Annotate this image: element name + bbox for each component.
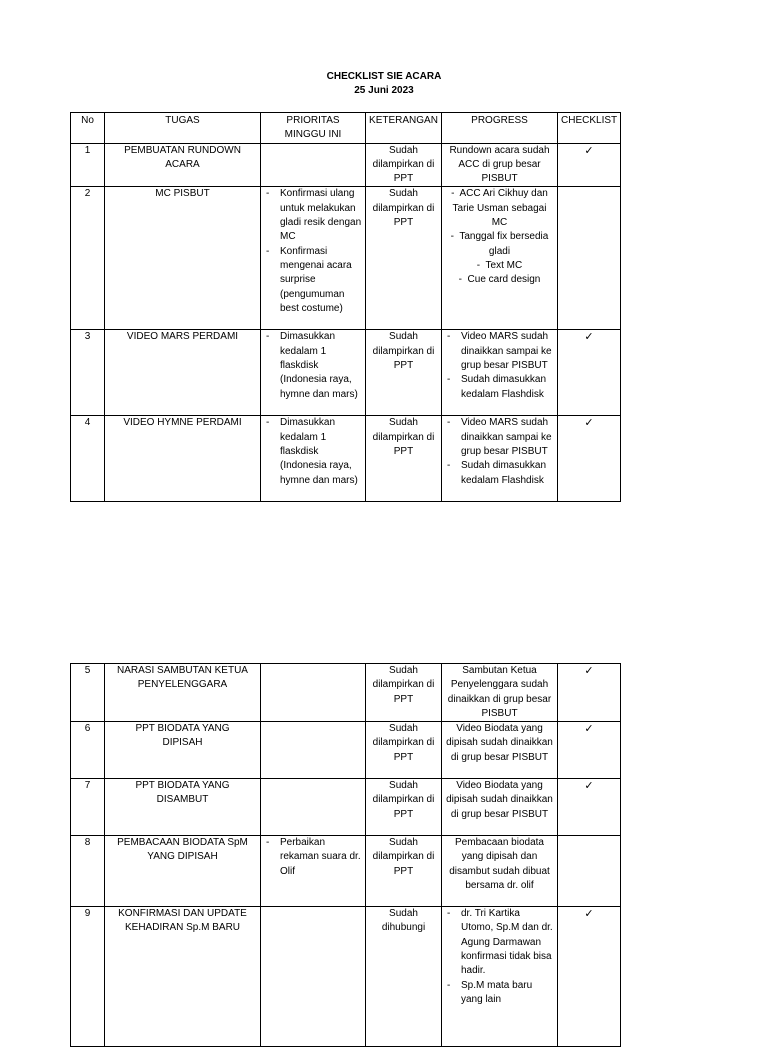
check-mark-icon: ✓	[584, 331, 594, 344]
checklist-cell	[558, 722, 621, 779]
row-number: 1	[71, 143, 105, 187]
document-title: CHECKLIST SIE ACARA	[326, 71, 442, 82]
priority-item: - Konfirmasi ulang untuk melakukan gladi resik dengan MC	[264, 187, 362, 244]
note-cell: Sudah dilampirkan di PPT	[366, 416, 442, 502]
task-cell: KONFIRMASI DAN UPDATE KEHADIRAN Sp.M BARU	[105, 907, 261, 1047]
priority-cell	[261, 664, 366, 722]
priority-item: - Dimasukkan kedalam 1 flaskdisk (Indonesia raya, hymne dan mars)	[264, 416, 362, 487]
checklist-cell	[558, 143, 621, 187]
row-number: 9	[71, 907, 105, 1047]
priority-cell	[261, 836, 366, 907]
progress-cell	[442, 416, 558, 502]
priority-cell	[261, 143, 366, 187]
progress-text: Video Biodata yang dipisah sudah dinaikkan di grup besar PISBUT	[446, 780, 553, 820]
document-date: 25 Juni 2023	[354, 85, 414, 96]
task-cell: VIDEO HYMNE PERDAMI	[105, 416, 261, 502]
header-progress: PROGRESS	[442, 113, 558, 144]
check-mark-icon: ✓	[584, 908, 594, 921]
table-row	[71, 722, 621, 779]
progress-text: Rundown acara sudah ACC di grup besar PISBUT	[449, 144, 550, 185]
priority-cell	[261, 722, 366, 779]
check-mark-icon: ✓	[584, 417, 594, 430]
table-row	[71, 907, 621, 1047]
task-cell: NARASI SAMBUTAN KETUA PENYELENGGARA	[105, 664, 261, 722]
progress-item: - Sp.M mata baru yang lain	[445, 979, 554, 1008]
header-keterangan: KETERANGAN	[366, 113, 442, 144]
task-cell: PEMBUATAN RUNDOWN ACARA	[105, 143, 261, 187]
table-row	[71, 416, 621, 502]
check-mark-icon: ✓	[584, 723, 594, 736]
progress-cell	[442, 330, 558, 416]
progress-item: - Sudah dimasukkan kedalam Flashdisk	[445, 373, 554, 402]
table-row	[71, 330, 621, 416]
priority-cell	[261, 187, 366, 330]
header-tugas: TUGAS	[105, 113, 261, 144]
priority-cell	[261, 416, 366, 502]
checklist-table-page-1	[70, 112, 621, 502]
note-cell: Sudah dilampirkan di PPT	[366, 836, 442, 907]
progress-cell	[442, 187, 558, 330]
row-number: 4	[71, 416, 105, 502]
progress-item: - Video MARS sudah dinaikkan sampai ke grup besar PISBUT	[445, 416, 554, 459]
checklist-cell	[558, 187, 621, 330]
progress-cell	[442, 143, 558, 187]
note-cell: Sudah dilampirkan di PPT	[366, 143, 442, 187]
note-cell: Sudah dihubungi	[366, 907, 442, 1047]
priority-item: - Konfirmasi mengenai acara surprise (pengumuman best costume)	[264, 245, 362, 316]
priority-cell	[261, 907, 366, 1047]
priority-cell	[261, 330, 366, 416]
progress-item: - Tanggal fix bersedia gladi	[445, 230, 554, 259]
progress-cell	[442, 664, 558, 722]
task-cell: MC PISBUT	[105, 187, 261, 330]
table-row	[71, 143, 621, 187]
check-mark-icon: ✓	[584, 144, 594, 157]
priority-item: - Perbaikan rekaman suara dr. Olif	[264, 836, 362, 879]
note-cell: Sudah dilampirkan di PPT	[366, 330, 442, 416]
table-row	[71, 664, 621, 722]
task-cell: PEMBACAAN BIODATA SpM YANG DIPISAH	[105, 836, 261, 907]
checklist-cell	[558, 416, 621, 502]
task-cell: VIDEO MARS PERDAMI	[105, 330, 261, 416]
progress-item: - ACC Ari Cikhuy dan Tarie Usman sebagai MC	[445, 187, 554, 230]
row-number: 7	[71, 779, 105, 836]
check-mark-icon: ✓	[584, 780, 594, 793]
progress-cell	[442, 836, 558, 907]
header-checklist: CHECKLIST	[558, 113, 621, 144]
priority-item: - Dimasukkan kedalam 1 flaskdisk (Indonesia raya, hymne dan mars)	[264, 330, 362, 401]
progress-cell	[442, 779, 558, 836]
priority-cell	[261, 779, 366, 836]
note-cell: Sudah dilampirkan di PPT	[366, 664, 442, 722]
header-prioritas: PRIORITAS MINGGU INI	[261, 113, 366, 144]
table-row	[71, 779, 621, 836]
table-row	[71, 187, 621, 330]
checklist-cell	[558, 779, 621, 836]
table-row	[71, 836, 621, 907]
progress-item: - Video MARS sudah dinaikkan sampai ke grup besar PISBUT	[445, 330, 554, 373]
checklist-cell	[558, 836, 621, 907]
progress-cell	[442, 907, 558, 1047]
checklist-table-page-2	[70, 663, 621, 1047]
check-mark-icon: ✓	[584, 665, 594, 677]
row-number: 6	[71, 722, 105, 779]
row-number: 8	[71, 836, 105, 907]
note-cell: Sudah dilampirkan di PPT	[366, 779, 442, 836]
row-number: 3	[71, 330, 105, 416]
checklist-cell	[558, 907, 621, 1047]
progress-item: - Text MC	[445, 259, 554, 273]
progress-text: Pembacaan biodata yang dipisah dan disambut sudah dibuat bersama dr. olif	[449, 837, 550, 892]
progress-item: - Sudah dimasukkan kedalam Flashdisk	[445, 459, 554, 488]
task-cell: PPT BIODATA YANG DIPISAH	[105, 722, 261, 779]
progress-text: Video Biodata yang dipisah sudah dinaikkan di grup besar PISBUT	[446, 723, 553, 763]
progress-cell	[442, 722, 558, 779]
progress-text: Sambutan Ketua Penyelenggara sudah dinaikkan di grup besar PISBUT	[447, 665, 552, 719]
task-cell: PPT BIODATA YANG DISAMBUT	[105, 779, 261, 836]
progress-item: - Cue card design	[445, 273, 554, 287]
header-no: No	[71, 113, 105, 144]
note-cell: Sudah dilampirkan di PPT	[366, 722, 442, 779]
row-number: 5	[71, 664, 105, 722]
note-cell: Sudah dilampirkan di PPT	[366, 187, 442, 330]
progress-item: - dr. Tri Kartika Utomo, Sp.M dan dr. Agung Darmawan konfirmasi tidak bisa hadir.	[445, 907, 554, 978]
row-number: 2	[71, 187, 105, 330]
checklist-cell	[558, 664, 621, 722]
checklist-cell	[558, 330, 621, 416]
